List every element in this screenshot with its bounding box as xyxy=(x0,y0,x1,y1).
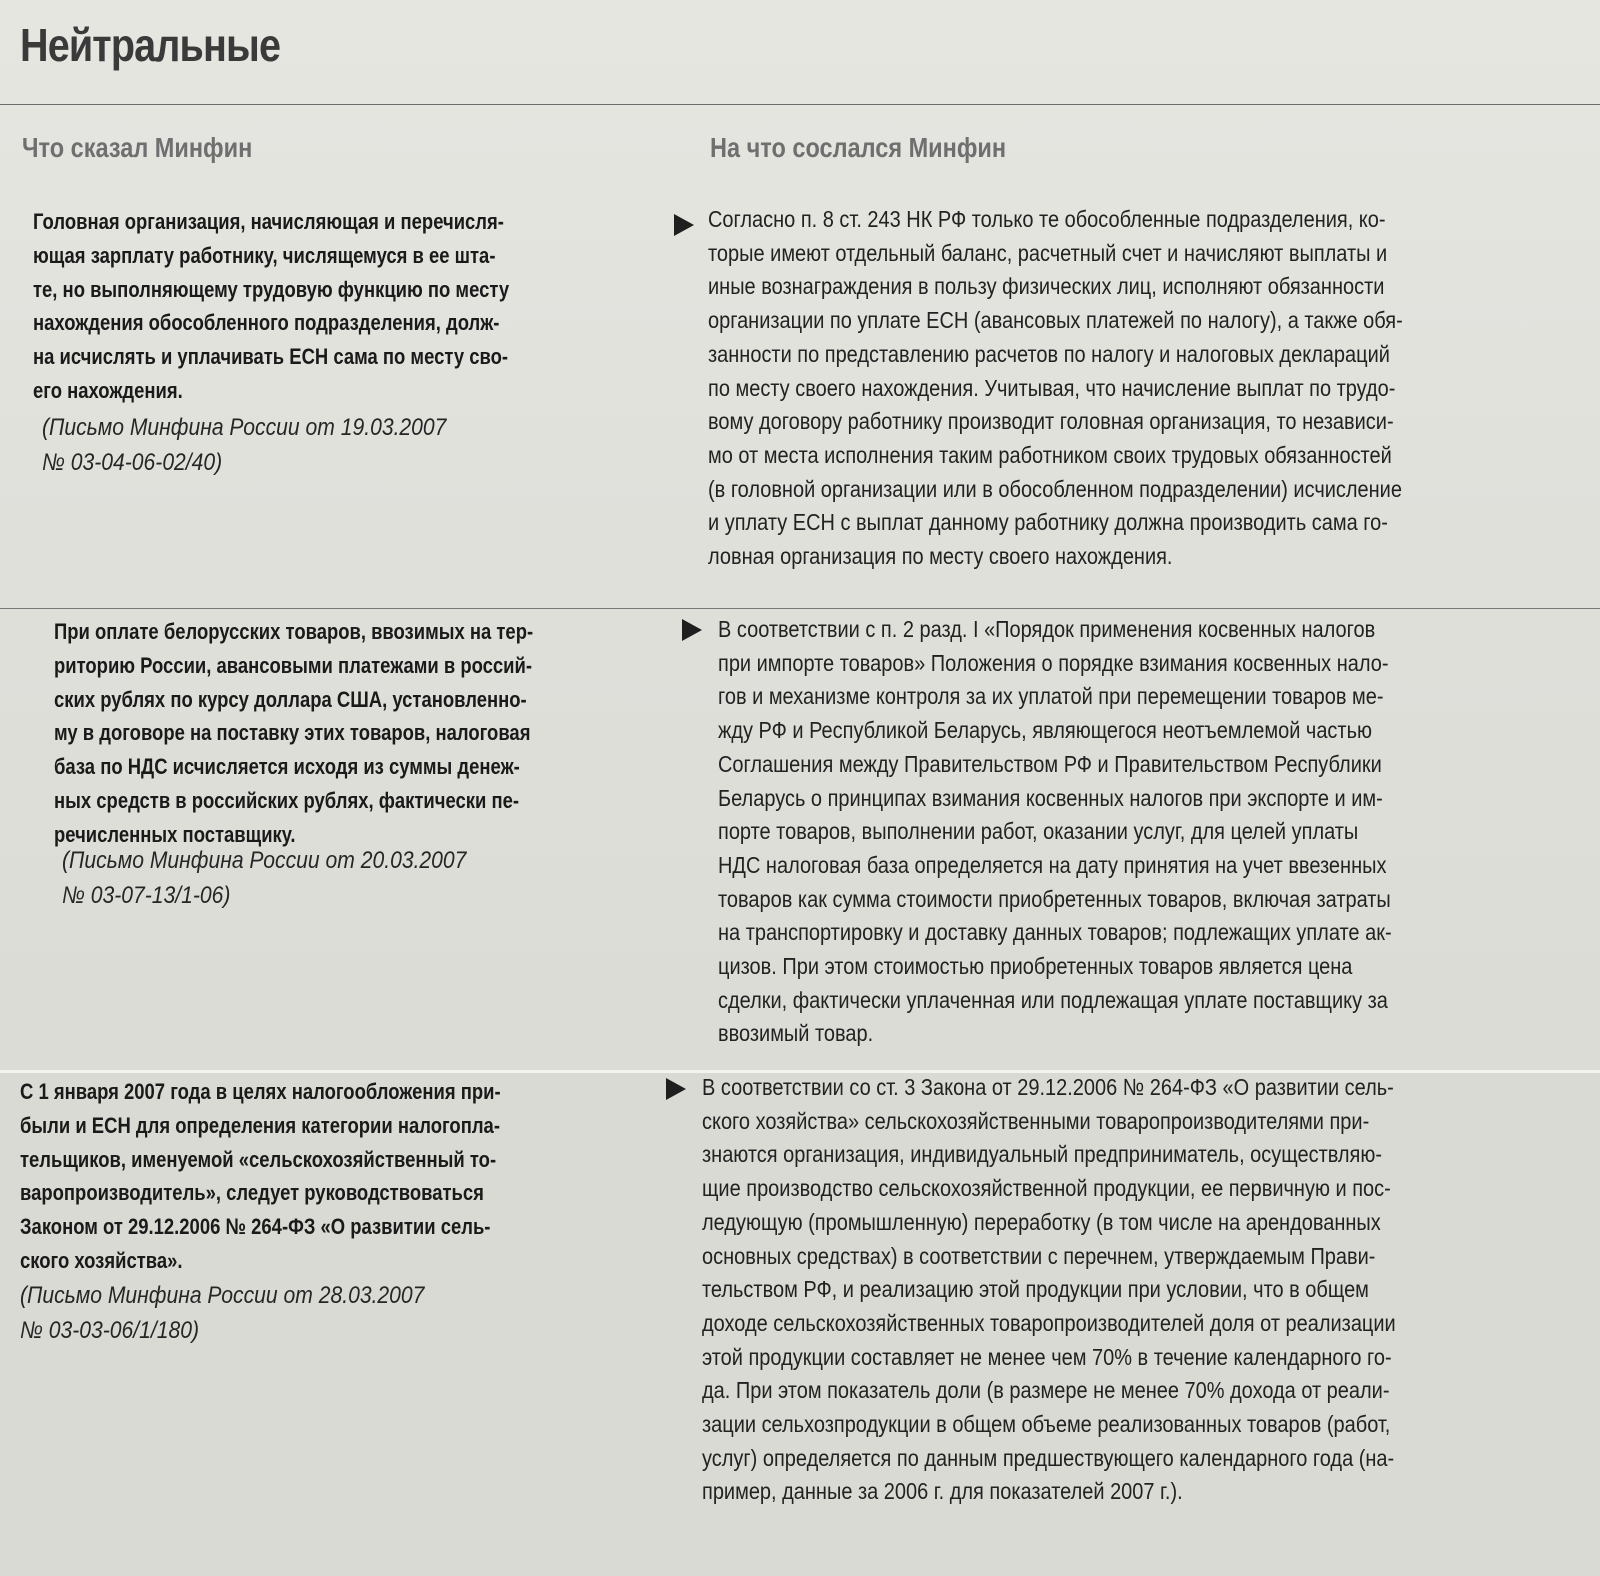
title-divider xyxy=(0,104,1600,105)
reference-line: этой продукции составляет не менее чем 70% в течение календарного го- xyxy=(702,1343,1392,1370)
table-row xyxy=(0,608,1600,1070)
statement-line: варопроизводитель», следует руководствоваться xyxy=(20,1180,484,1206)
reference-line: сделки, фактически уплаченная или подлежащая уплате поставщику за xyxy=(718,986,1388,1013)
statement-line: риторию России, авансовыми платежами в россий- xyxy=(54,652,532,678)
reference-text xyxy=(708,203,1403,574)
reference-line: ввозимый товар. xyxy=(718,1020,874,1047)
citation-line: (Письмо Минфина России от 28.03.2007 xyxy=(20,1282,425,1309)
reference-line: занности по представлению расчетов по налогу и налоговых деклараций xyxy=(708,340,1390,367)
statement-text xyxy=(54,615,533,852)
reference-line: НДС налоговая база определяется на дату принятия на учет ввезенных xyxy=(718,851,1387,878)
statement-text xyxy=(20,1075,501,1278)
statement-line: те, но выполняющему трудовую функцию по месту xyxy=(33,276,510,302)
citation-text xyxy=(62,843,466,913)
reference-line: Беларусь о принципах взимания косвенных налогов при экспорте и им- xyxy=(718,784,1383,811)
reference-line: порте товаров, выполнении работ, оказании услуг, для целей уплаты xyxy=(718,818,1359,845)
reference-line: (в головной организации или в обособленном подразделении) исчисление xyxy=(708,475,1402,502)
arrow-right-icon xyxy=(666,1078,686,1100)
statement-line: его нахождения. xyxy=(33,377,183,403)
reference-line: зации сельхозпродукции в общем объеме реализованных товаров (работ, xyxy=(702,1411,1391,1438)
statement-line: Законом от 29.12.2006 № 264-ФЗ «О развитии сель- xyxy=(20,1214,491,1240)
reference-line: по месту своего нахождения. Учитывая, что начисление выплат по трудо- xyxy=(708,374,1396,401)
citation-text xyxy=(42,410,446,480)
reference-line: ского хозяйства» сельскохозяйственными товаропроизводителями при- xyxy=(702,1107,1370,1134)
reference-line: организации по уплате ЕСН (авансовых платежей по налогу), а также обя- xyxy=(708,307,1403,334)
reference-line: щие производство сельскохозяйственной продукции, ее первичную и пос- xyxy=(702,1175,1391,1202)
reference-line: цизов. При этом стоимостью приобретенных товаров является цена xyxy=(718,953,1353,980)
reference-line: Согласно п. 8 ст. 243 НК РФ только те обособленные подразделения, ко- xyxy=(708,206,1386,232)
reference-line: услуг) определяется по данным предшествующего календарного года (на- xyxy=(702,1444,1395,1471)
statement-line: речисленных поставщику. xyxy=(54,821,296,847)
arrow-right-icon xyxy=(682,619,702,641)
statement-line: Головная организация, начисляющая и перечисля- xyxy=(33,209,504,234)
statement-line: ющая зарплату работнику, числящемуся в ее шта- xyxy=(33,242,496,268)
column-header-what-referenced: На что сослался Минфин xyxy=(710,132,1007,163)
reference-line: ледующую (промышленную) переработку (в том числе на арендованных xyxy=(702,1208,1381,1235)
reference-line: и уплату ЕСН с выплат данному работнику должна производить сама го- xyxy=(708,509,1388,536)
reference-line: гов и механизме контроля за их уплатой при перемещении товаров ме- xyxy=(718,683,1384,710)
reference-text xyxy=(702,1071,1396,1509)
page-title: Нейтральные xyxy=(20,19,281,71)
reference-line: ловная организация по месту своего нахождения. xyxy=(708,543,1173,570)
reference-text xyxy=(718,613,1392,1051)
reference-line: иные вознаграждения в пользу физических лиц, исполняют обязанности xyxy=(708,273,1385,300)
statement-text xyxy=(33,205,509,408)
statement-line: тельщиков, именуемой «сельскохозяйственный то- xyxy=(20,1146,497,1172)
citation-line: (Письмо Минфина России от 19.03.2007 xyxy=(42,414,447,441)
reference-line: жду РФ и Республикой Беларусь, являющегося неотъемлемой частью xyxy=(718,717,1372,744)
statement-line: При оплате белорусских товаров, ввозимых на тер- xyxy=(54,619,534,644)
statement-line: нахождения обособленного подразделения, долж- xyxy=(33,310,500,336)
statement-line: С 1 января 2007 года в целях налогообложения при- xyxy=(20,1079,501,1104)
reference-line: товаров как сумма стоимости приобретенных товаров, включая затраты xyxy=(718,885,1391,912)
reference-line: да. При этом показатель доли (в размере не менее 70% дохода от реали- xyxy=(702,1377,1390,1404)
column-header-what-said: Что сказал Минфин xyxy=(22,132,253,163)
table-row xyxy=(0,195,1600,608)
reference-line: В соответствии с п. 2 разд. I «Порядок применения косвенных налогов xyxy=(718,616,1376,642)
statement-line: му в договоре на поставку этих товаров, налоговая xyxy=(54,720,531,746)
reference-line: В соответствии со ст. 3 Закона от 29.12.2006 № 264-ФЗ «О развитии сель- xyxy=(702,1074,1394,1100)
reference-line: доходе сельскохозяйственных товаропроизводителей доля от реализации xyxy=(702,1309,1396,1336)
citation-line: № 03-03-06/1/180) xyxy=(20,1317,200,1344)
statement-line: ных средств в российских рублях, фактически пе- xyxy=(54,787,519,813)
table-row xyxy=(0,1070,1600,1576)
statement-line: на исчислять и уплачивать ЕСН сама по месту сво- xyxy=(33,344,509,370)
statement-line: база по НДС исчисляется исходя из суммы денеж- xyxy=(54,754,520,780)
reference-line: торые имеют отдельный баланс, расчетный счет и начисляют выплаты и xyxy=(708,239,1388,266)
arrow-right-icon xyxy=(674,214,694,236)
reference-line: мо от места исполнения таким работником своих трудовых обязанностей xyxy=(708,441,1392,468)
citation-text xyxy=(20,1278,424,1348)
reference-line: Соглашения между Правительством РФ и Правительством Республики xyxy=(718,750,1382,777)
citation-line: № 03-07-13/1-06) xyxy=(62,882,231,909)
statement-line: были и ЕСН для определения категории налогопла- xyxy=(20,1112,500,1138)
reference-line: пример, данные за 2006 г. для показателей 2007 г.). xyxy=(702,1478,1183,1505)
reference-line: тельством РФ, и реализацию этой продукции при условии, что в общем xyxy=(702,1276,1369,1303)
citation-line: № 03-04-06-02/40) xyxy=(42,449,223,476)
statement-line: ского хозяйства». xyxy=(20,1247,183,1273)
citation-line: (Письмо Минфина России от 20.03.2007 xyxy=(62,847,467,874)
reference-line: при импорте товаров» Положения о порядке взимания косвенных нало- xyxy=(718,649,1389,676)
reference-line: на транспортировку и доставку данных товаров; подлежащих уплате ак- xyxy=(718,919,1392,946)
reference-line: вому договору работнику производит головная организация, то независи- xyxy=(708,408,1394,435)
statement-line: ских рублях по курсу доллара США, установленно- xyxy=(54,686,527,712)
reference-line: основных средствах) в соответствии с перечнем, утверждаемым Прави- xyxy=(702,1242,1376,1269)
reference-line: знаются организация, индивидуальный предприниматель, осуществляю- xyxy=(702,1141,1382,1168)
